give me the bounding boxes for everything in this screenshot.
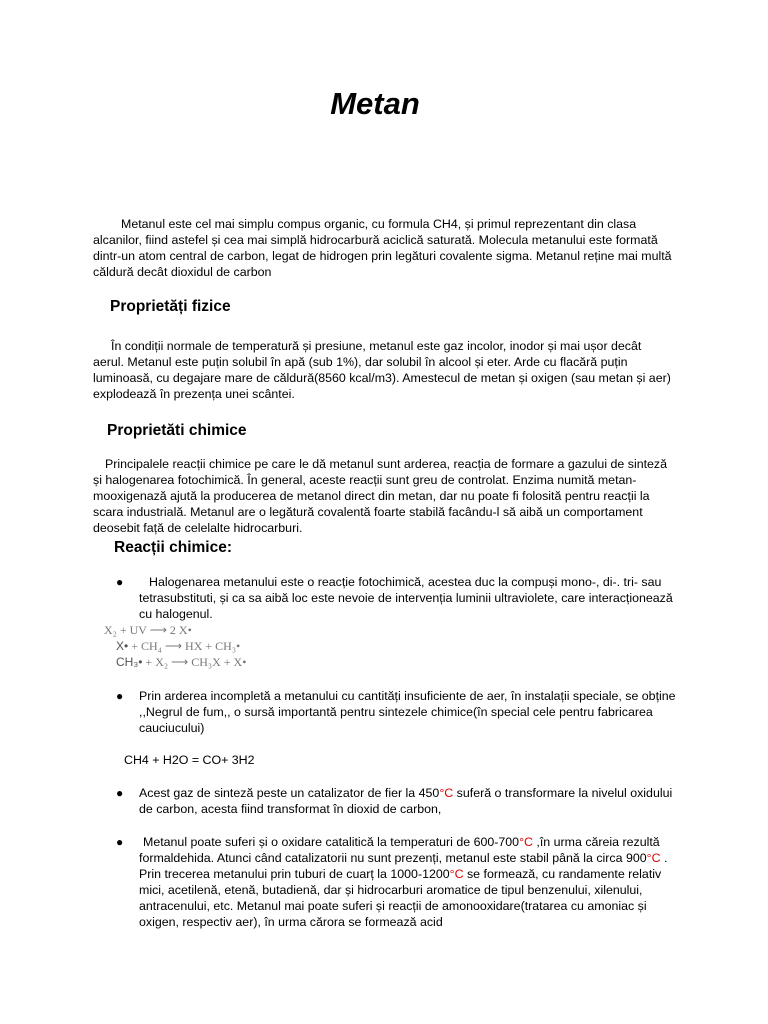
item4-text-b: ,în urma căreia rezultă formaldehida. Atunci când catalizatorii nu sunt prezenți, metanul este stabil până la circa 900 xyxy=(139,835,660,865)
degree-celsius: °C xyxy=(646,851,661,865)
document-title: Metan xyxy=(330,86,420,121)
heading-physical-text: Proprietăți fizice xyxy=(110,298,231,315)
equation-synthesis-gas: CH4 + H2O = CO+ 3H2 xyxy=(124,753,255,767)
item4-text-c: . Prin trecerea metanului prin tuburi de cuarț la 1000-1200 xyxy=(139,851,668,881)
degree-celsius: °C xyxy=(449,867,464,881)
heading-chemical-reactions: Reacții chimice: xyxy=(114,539,233,556)
formula-line-2 xyxy=(116,638,240,654)
item4-text-a: Metanul poate suferi și o oxidare catalitică la temperaturi de 600-700 xyxy=(143,835,520,849)
formula-2-rest: + CH₄ ⟶ HX + CH₃• xyxy=(131,639,241,653)
reaction-item-oxidation xyxy=(139,834,679,930)
item3-text-b: suferă o transformare la nivelul oxidului de carbon, acesta fiind transformat în dioxid de carbon, xyxy=(139,786,673,816)
heading-chemical-properties: Proprietăti chimice xyxy=(107,422,247,439)
formula-2-radical: X• xyxy=(116,639,129,653)
formula-line-3 xyxy=(116,654,246,670)
item3-text-a: Acest gaz de sinteză peste un catalizator de fier la 450 xyxy=(139,786,440,800)
formula-3-rest: + X₂ ⟶ CH₃X + X• xyxy=(145,655,247,669)
heading-physical-properties xyxy=(110,297,235,317)
reaction-item-halogenation: Halogenarea metanului este o reacție fotochimică, acestea duc la compuși mono-, di-. tri- sau tetrasubstituti, și ca sa aibă loc este nevoie de intervenția luminii ultraviolete, care interacționează cu halogenul. xyxy=(139,575,673,621)
physical-properties-paragraph: În condiții normale de temperatură și presiune, metanul este gaz incolor, inodor și mai ușor decât aerul. Metanul este puțin solubil în apă (sub 1%), dar solubil în alcool și eter. Arde cu flacără puțin luminoasă, cu degajare mare de căldură(8560 kcal/m3). Amestecul de metan și oxigen (sau metan și aer) explodează în prezența unei scântei. xyxy=(93,339,671,401)
bullet-dot: ● xyxy=(116,575,124,589)
chemical-properties-paragraph: Principalele reacții chimice pe care le dă metanul sunt arderea, reacția de formare a gazului de sinteză și halogenarea fotochimică. În general, aceste reacții sunt greu de controlat. Enzima numită metan-mooxigenază ajută la producerea de metanol direct din metan, dar nu poate fi folosită pentru reacții la scara industrială. Metanul are o legătură covalentă foarte stabilă facându-l să aibă un comportament deosebit față de celelalte hidrocarburi. xyxy=(93,457,668,535)
degree-celsius: °C xyxy=(519,835,533,849)
degree-celsius: °C xyxy=(439,786,454,800)
formula-line-1: X₂ + UV ⟶ 2 X• xyxy=(104,623,192,637)
item4-text-d: se formează, cu randamente relativ mici, acetilenă, etenă, butadienă, dar și hidrocarburi aromatice de tipul benzenului, xilenului, antracenului, etc. Metanul mai poate suferi și reacții de amonooxidare(tratarea cu amoniac și oxigen, respectiv aer), în urma cărora se formează acid xyxy=(139,867,662,929)
bullet-dot: ● xyxy=(116,689,124,703)
bullet-dot: ● xyxy=(116,786,124,800)
formula-3-radical: CH₃• xyxy=(116,655,143,669)
intro-paragraph: Metanul este cel mai simplu compus organic, cu formula CH4, și primul reprezentant din clasa alcanilor, fiind astefel și cea mai simplă hidrocarbură aciclică saturată. Molecula metanului este formată dintr-un atom central de carbon, legat de hidrogen prin legături covalente sigma. Metanul reține mai multă căldură decât dioxidul de carbon xyxy=(93,217,672,279)
reaction-item-combustion: Prin arderea incompletă a metanului cu cantități insuficiente de aer, în instalații speciale, se obține ,,Negrul de fum,, o sursă importantă pentru sintezele chimice(în special cele pentru fabricarea cauciucului) xyxy=(139,689,676,735)
bullet-dot: ● xyxy=(116,835,124,849)
reaction-item-synthesis-gas xyxy=(139,785,679,817)
